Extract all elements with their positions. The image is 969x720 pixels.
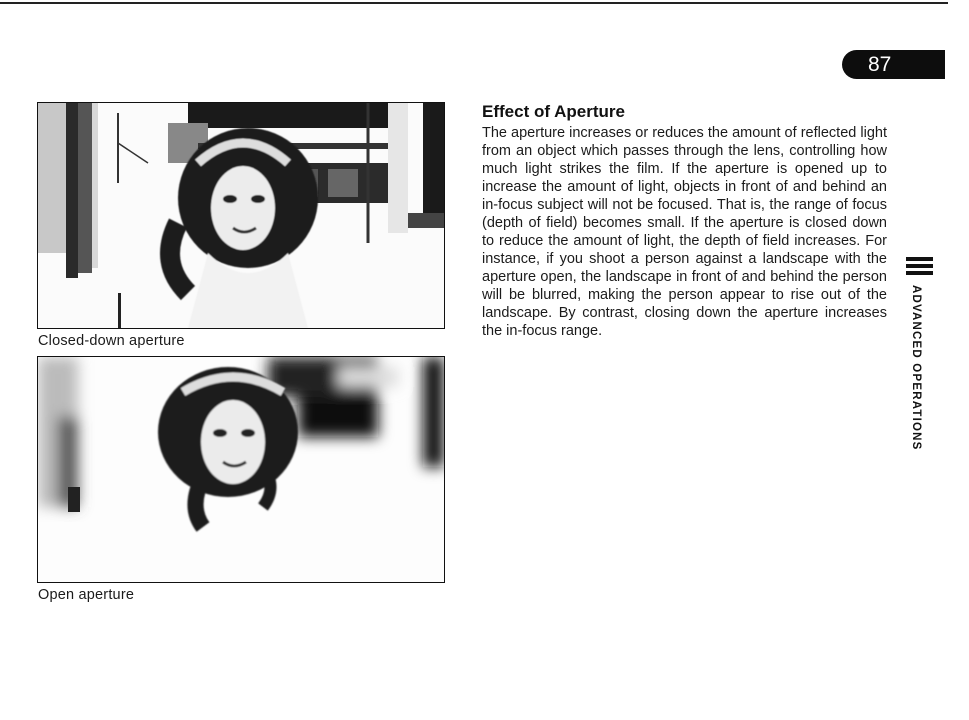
section-heading: Effect of Aperture: [482, 102, 625, 121]
open-aperture-caption: Open aperture: [38, 587, 135, 603]
page-number: 87: [842, 50, 945, 79]
closed-aperture-photo: [37, 102, 445, 329]
open-aperture-photo: [37, 356, 445, 583]
section-marker-bars: [906, 257, 933, 278]
section-tab-label: ADVANCED OPERATIONS: [910, 285, 922, 451]
open-aperture-image: [38, 357, 444, 582]
closed-aperture-image: [38, 103, 444, 328]
body-paragraph: The aperture increases or reduces the amount of reflected light from an object which passes through the lens, controlling how much light strikes the film. If the aperture is opened up to increase the amount of light, objects in front of and behind an in-focus subject will not be focused. That is, the range of focus (depth of field) becomes small. If the aperture is closed down to reduce the amount of light, the depth of field increases. For instance, if you shoot a person against a landscape with the aperture open, the landscape in front of and behind the person will be blurred, making the person appear to rise out of the landscape. By contrast, closing down the aperture increases the in-focus range.: [482, 125, 887, 339]
closed-aperture-caption: Closed-down aperture: [38, 333, 185, 349]
top-rule: [0, 2, 948, 4]
